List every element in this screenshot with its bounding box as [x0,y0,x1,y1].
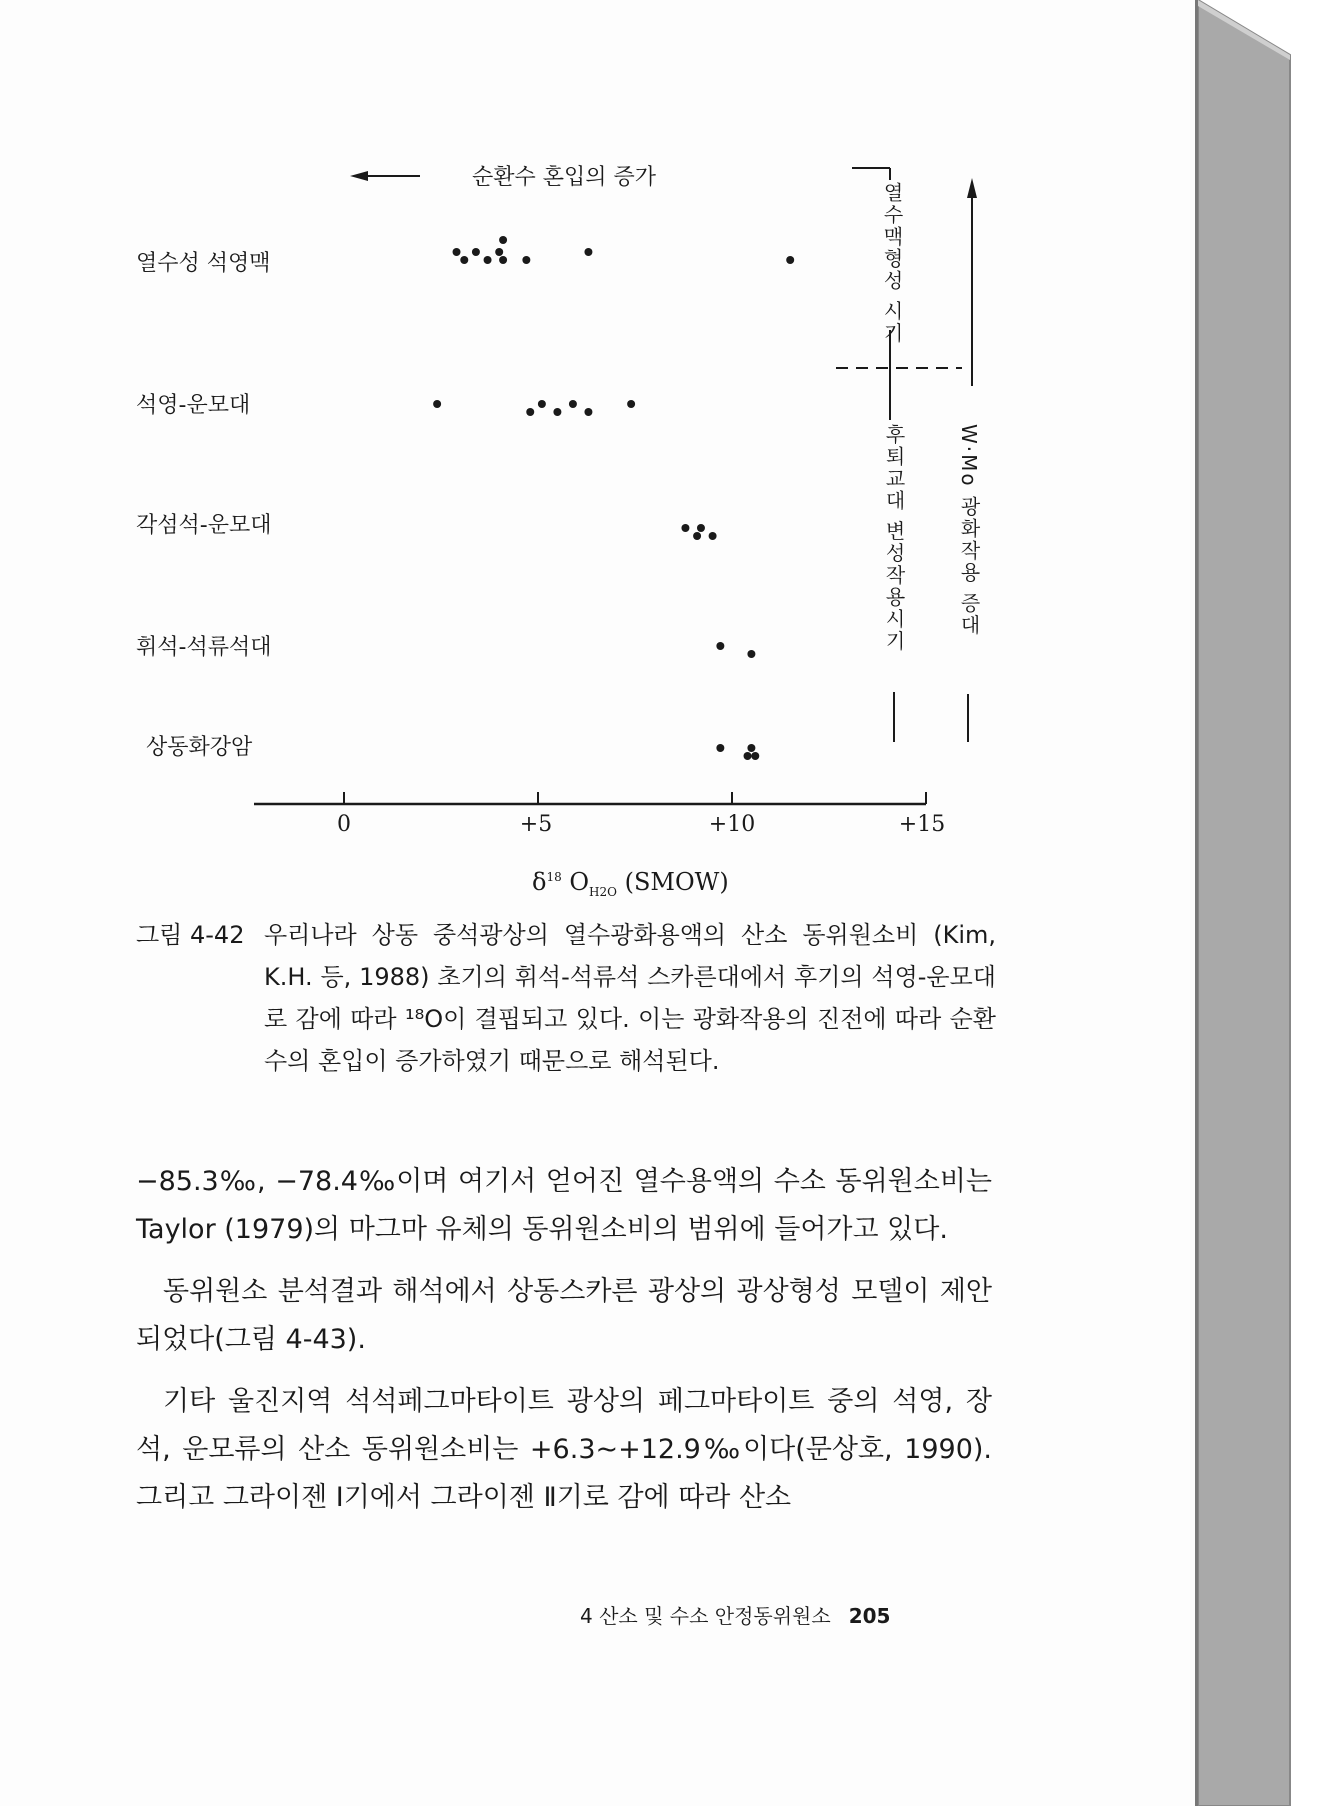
row-label-quartz-mica-zone: 석영-운모대 [136,393,251,418]
page-number: 205 [848,1604,891,1628]
row-label-hydrothermal-quartz-vein: 열수성 석영맥 [136,251,271,276]
data-point-row5-2 [744,752,752,760]
data-point-row2-2 [526,408,534,416]
row-label-hornblende-mica-zone: 각섬석-운모대 [136,513,272,538]
data-point-row1-3 [472,248,480,256]
data-point-row2-4 [553,408,561,416]
data-point-row1-1 [453,248,461,256]
data-point-row2-5 [569,400,577,408]
data-point-row1-8 [522,256,530,264]
row-label-sangdong-granite: 상동화강암 [146,735,253,760]
data-point-row2-3 [538,400,546,408]
figure-graphics [0,0,1198,900]
x-axis-title: $\delta^{18}$ $O_{H2O}$ (SMOW) [532,868,729,899]
isotope-figure [0,0,1198,900]
page-footer [580,1600,890,1629]
data-point-row1-9 [584,248,592,256]
label-vein-formation-period: 열수맥형성 시기 [880,182,904,345]
x-tick-label-15: +15 [898,812,946,837]
data-point-row5-1 [716,744,724,752]
caption-text: 우리나라 상동 중석광상의 열수광화용액의 산소 동위원소비 (Kim, K.H. 등, 1988) 초기의 휘석-석류석 스카른대에서 후기의 석영-운모대로 감에 따라 ¹⁸O이 결핍되고 있다. 이는 광화작용의 진전에 따라 순환수의 혼입이 증가하였기 때문으로 해석된다. [264,921,996,1075]
data-point-row1-10 [786,256,794,264]
data-point-row2-1 [433,400,441,408]
data-point-row1-7 [499,236,507,244]
label-w-mo-mineralization-increase: W·Mo 광화작용 증대 [957,424,981,637]
paragraph-3: 기타 울진지역 석석페그마타이트 광상의 페그마타이트 중의 석영, 장석, 운모류의 산소 동위원소비는 +6.3∼+12.9‰이다(문상호, 1990). 그리고 그라이젠 Ⅰ기에서 그라이젠 Ⅱ기로 감에 따라 산소 [136,1386,992,1513]
label-retrograde-metasomatism-period: 후퇴교대 변성작용시기 [882,424,906,653]
data-point-row1-5 [495,248,503,256]
body-text [136,1158,992,1536]
data-point-row1-2 [460,256,468,264]
far-right-arrow-head [967,178,977,198]
data-point-row3-2 [693,532,701,540]
footer-chapter: 4 산소 및 수소 안정동위원소 [580,1604,831,1628]
paragraph-1: −85.3‰, −78.4‰이며 여기서 얻어진 열수용액의 수소 동위원소비는 Taylor (1979)의 마그마 유체의 동위원소비의 범위에 들어가고 있다. [136,1166,992,1245]
data-point-row2-7 [627,400,635,408]
x-tick-label-10: +10 [708,812,756,837]
data-point-row4-2 [747,650,755,658]
x-axis-ticks [344,792,926,804]
top-arrow-head [350,171,368,181]
paragraph-2: 동위원소 분석결과 해석에서 상동스카른 광상의 광상형성 모델이 제안되었다(그림 4-43). [136,1276,992,1355]
data-point-row5-4 [751,752,759,760]
x-tick-label-5: +5 [519,812,553,837]
row-label-pyroxene-garnet-zone: 휘석-석류석대 [136,635,272,660]
data-point-row5-3 [747,744,755,752]
data-point-row4-1 [716,642,724,650]
data-point-row1-6 [499,256,507,264]
data-point-row1-4 [484,256,492,264]
caption-number: 그림 4-42 [136,921,245,949]
data-points [433,236,794,760]
data-point-row2-6 [584,408,592,416]
top-arrow-label: 순환수 혼입의 증가 [472,165,657,190]
data-point-row3-4 [709,532,717,540]
data-point-row3-1 [681,524,689,532]
x-tick-label-0: 0 [337,812,351,837]
data-point-row3-3 [697,524,705,532]
